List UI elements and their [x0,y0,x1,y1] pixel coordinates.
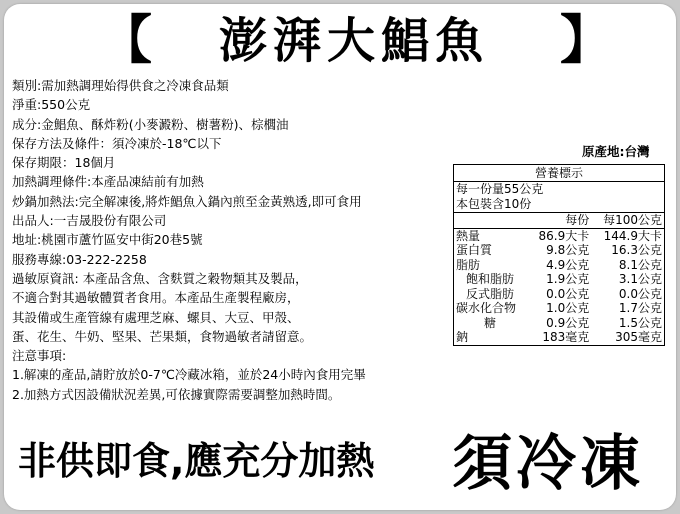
nutrition-facts [453,164,665,346]
nutrient-name: 碳水化合物 [456,301,517,315]
product-title: 澎湃大鯧魚 [218,13,489,69]
method-line: 炒鍋加熱法:完全解凍後,將炸鯧魚入鍋內煎至金黃熟透,即可食用 [12,193,362,209]
nutrient-row [454,228,664,243]
nutrient-per-100g: 0.0公克 [618,286,662,301]
nutrient-per-serving: 1.0公克 [546,301,590,315]
maker-line: 出品人:一吉晟股份有限公司 [12,213,167,229]
allergen-line-2: 不適合對其過敏體質者食用。本產品生產製程廠房， [12,290,300,306]
nutrient-per-100g: 16.3公克 [611,243,662,257]
product-label [4,4,676,510]
category-line: 類別:需加熱調理始得供食之冷凍食品類 [12,78,229,93]
nutrient-per-100g: 1.5公克 [618,315,662,330]
footer [4,416,676,499]
nutrient-name: 鈉 [456,330,469,344]
nutrient-name: 反式脂肪 [466,286,515,301]
nutrient-per-serving: 9.8公克 [546,243,590,257]
storage-line: 保存方法及條件：須冷凍於-18℃以下 [12,135,222,151]
note-line-1: 1.解凍的產品,請貯放於0-7℃冷藏冰箱，並於24小時內食用完畢 [12,367,366,383]
nutrient-name: 飽和脂肪 [466,272,515,286]
ingredients-line: 成分:金鯧魚、酥炸粉(小麥澱粉、樹薯粉)、棕櫚油 [12,116,289,132]
servings-per-pack: 本包裝含10份 [456,197,532,211]
col-per-100g: 每100公克 [591,213,664,229]
nutrient-per-serving: 0.0公克 [546,286,590,301]
nutrient-row [454,330,664,345]
nutrient-row [454,243,664,258]
nutrient-name: 糖 [484,315,497,330]
bracket-right: 】 [560,11,613,71]
nutrient-row [454,316,664,331]
nutrient-name: 脂肪 [456,257,481,272]
nutrient-row [454,287,664,302]
col-per-serving: 每份 [528,213,591,229]
origin-label: 原產地:台灣 [582,144,650,159]
nutrient-per-serving: 1.9公克 [546,272,590,286]
net-weight-line: 淨重:550公克 [12,97,91,113]
nutrition-table [454,212,664,345]
allergen-line-1: 過敏原資訊: 本產品含魚、含麩質之穀物類其及製品， [12,270,308,286]
nutrient-col-blank [454,213,528,229]
nutrient-name: 熱量 [456,228,481,243]
nutrient-per-100g: 1.7公克 [618,301,662,315]
allergen-line-3: 其設備或生產管線有處理芝麻、螺貝、大豆、甲殼、 [12,309,300,325]
nutrient-per-serving: 4.9公克 [546,257,590,272]
phone-line: 服務專線:03-222-2258 [12,251,147,267]
nutrient-per-serving: 86.9大卡 [538,228,590,243]
nutrient-name: 蛋白質 [456,243,493,257]
notes-title: 注意事項: [12,348,67,364]
allergen-line-4: 蛋、花生、牛奶、堅果、芒果類，食物過敏者請留意。 [12,328,313,344]
note-line-2: 2.加熱方式因設備狀況差異,可依據實際需要調整加熱時間。 [12,386,341,402]
title-row [4,10,676,72]
shelf-life-line: 保存期限：18個月 [12,155,116,171]
nutrient-per-serving: 183毫克 [542,330,590,344]
frozen-notice: 須冷凍 [452,429,644,499]
process-line: 加熱調理條件:本產品凍結前有加熱 [12,174,204,190]
nutrient-per-100g: 8.1公克 [618,257,662,272]
nutrient-per-100g: 144.9大卡 [603,228,662,243]
nutrient-per-100g: 3.1公克 [618,272,662,286]
nutrition-column-headers [454,213,664,229]
address-line: 地址:桃園市蘆竹區安中街20巷5號 [12,232,203,248]
heating-notice: 非供即食,應充分加熱 [18,439,375,483]
product-info [12,76,452,404]
serving-size: 每一份量55公克 [456,182,544,196]
nutrient-per-100g: 305毫克 [615,330,662,344]
bracket-left: 【 [100,11,153,71]
nutrient-row [454,301,664,316]
nutrient-per-serving: 0.9公克 [546,315,590,330]
nutrition-header: 營養標示 [454,165,664,182]
nutrient-row [454,258,664,273]
nutrient-row [454,272,664,287]
